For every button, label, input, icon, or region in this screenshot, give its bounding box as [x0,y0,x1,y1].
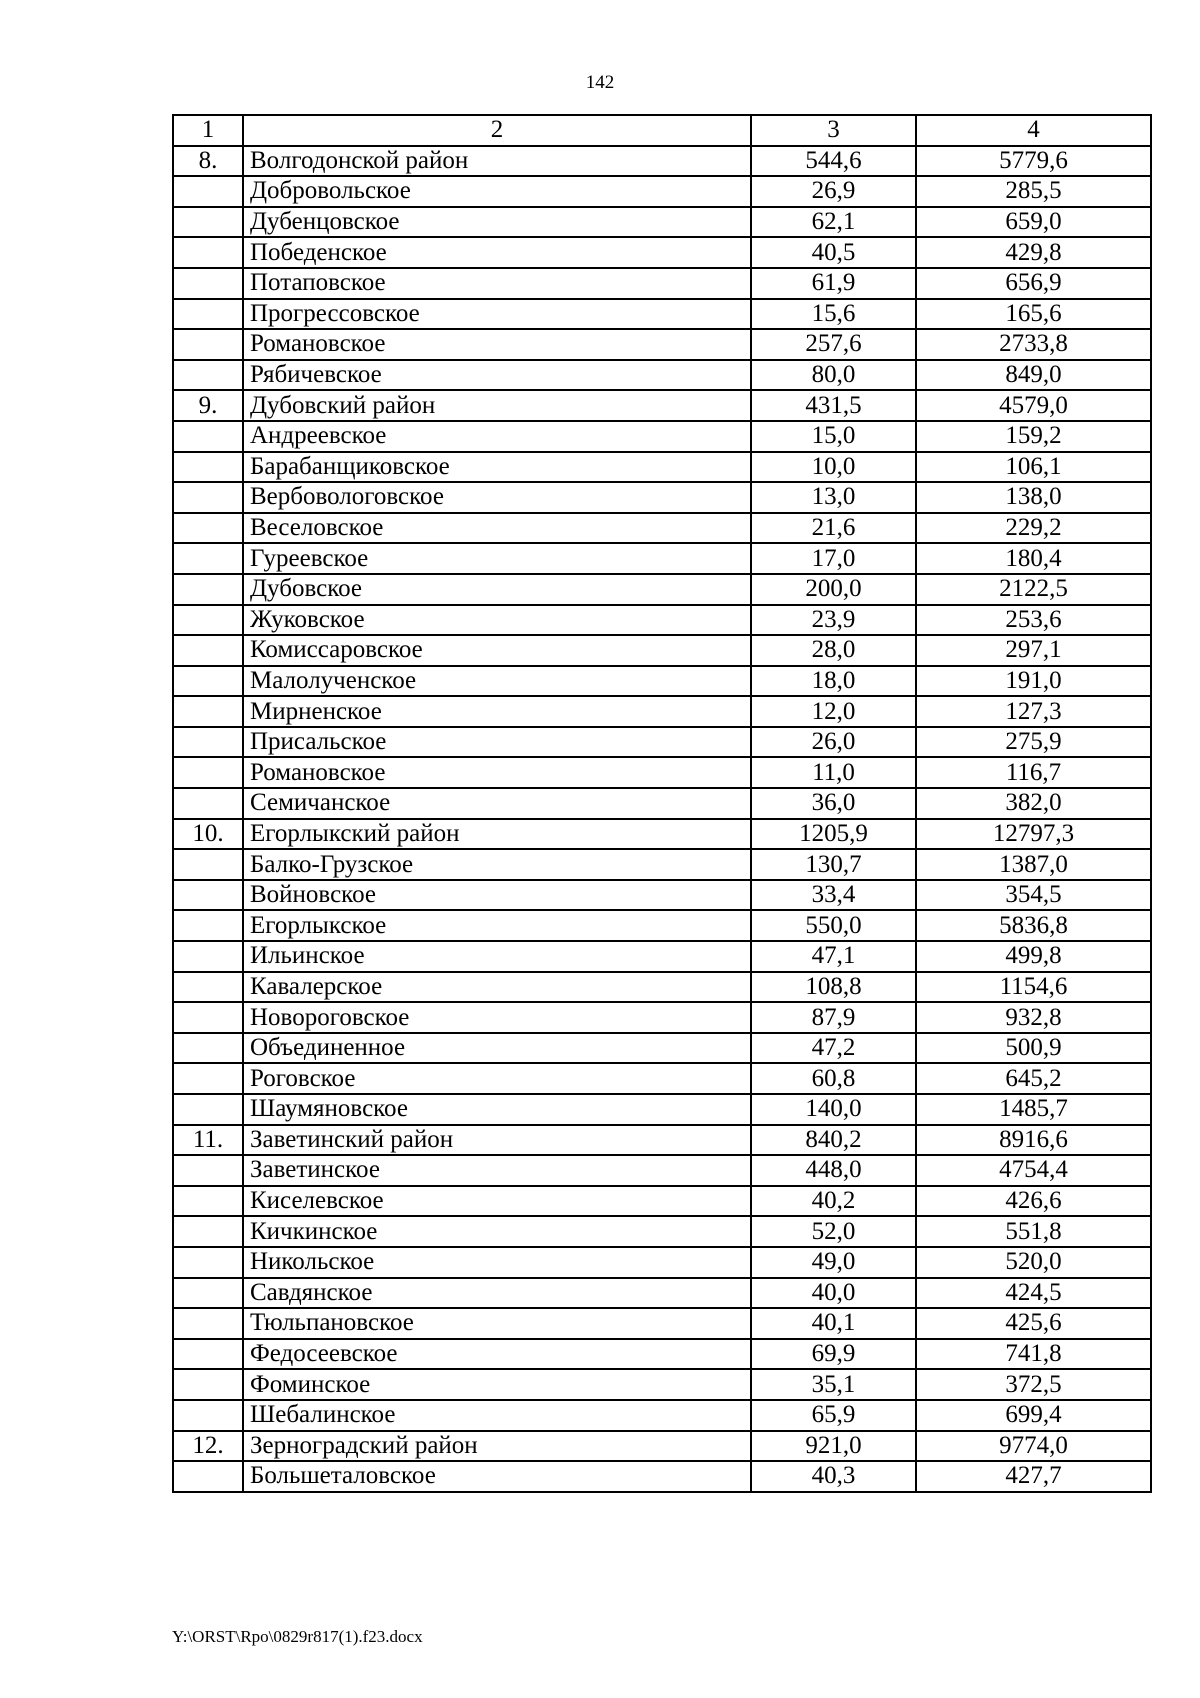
column-3-value-cell: 40,2 [751,1186,916,1217]
row-number-cell [173,1308,243,1339]
table-row [173,329,1151,360]
district-name-cell: Присальское [243,727,751,758]
table-row [173,880,1151,911]
column-4-value-cell: 165,6 [916,299,1151,330]
row-number-cell [173,1002,243,1033]
table-row [173,1155,1151,1186]
district-name-cell: Кичкинское [243,1216,751,1247]
column-4-value-cell: 424,5 [916,1278,1151,1309]
district-name-cell: Малолученское [243,666,751,697]
column-4-value-cell: 932,8 [916,1002,1151,1033]
column-4-value-cell: 285,5 [916,176,1151,207]
row-number-cell [173,635,243,666]
district-name-cell: Объединенное [243,1033,751,1064]
table-row [173,605,1151,636]
column-4-value-cell: 1387,0 [916,849,1151,880]
district-name-cell: Балко-Грузское [243,849,751,880]
table-row [173,1431,1151,1462]
column-4-value-cell: 372,5 [916,1369,1151,1400]
district-name-cell: Новороговское [243,1002,751,1033]
district-name-cell: Фоминское [243,1369,751,1400]
column-4-value-cell: 354,5 [916,880,1151,911]
row-number-cell [173,176,243,207]
table-row [173,635,1151,666]
header-cell-2: 2 [243,115,751,146]
row-number-cell [173,757,243,788]
table-row [173,237,1151,268]
column-4-value-cell: 849,0 [916,360,1151,391]
district-name-cell: Егорлыкский район [243,819,751,850]
table-row [173,1308,1151,1339]
row-number-cell [173,1033,243,1064]
row-number-cell [173,482,243,513]
table-row [173,1339,1151,1370]
table-row [173,1461,1151,1492]
row-number-cell [173,1278,243,1309]
column-3-value-cell: 40,3 [751,1461,916,1492]
column-4-value-cell: 382,0 [916,788,1151,819]
table-row [173,482,1151,513]
column-3-value-cell: 13,0 [751,482,916,513]
column-4-value-cell: 106,1 [916,452,1151,483]
column-4-value-cell: 500,9 [916,1033,1151,1064]
column-4-value-cell: 499,8 [916,941,1151,972]
table-row [173,1216,1151,1247]
district-name-cell: Дубовский район [243,390,751,421]
column-3-value-cell: 36,0 [751,788,916,819]
row-number-cell [173,329,243,360]
row-number-cell [173,1339,243,1370]
column-4-value-cell: 659,0 [916,207,1151,238]
table-row [173,1002,1151,1033]
table-row [173,268,1151,299]
column-4-value-cell: 5779,6 [916,146,1151,177]
column-3-value-cell: 11,0 [751,757,916,788]
table-row [173,788,1151,819]
column-3-value-cell: 550,0 [751,910,916,941]
table-row [173,727,1151,758]
table-body [173,115,1151,1492]
district-name-cell: Комиссаровское [243,635,751,666]
table-row [173,1063,1151,1094]
column-4-value-cell: 4754,4 [916,1155,1151,1186]
column-3-value-cell: 544,6 [751,146,916,177]
row-number-cell [173,666,243,697]
row-number-cell [173,452,243,483]
district-name-cell: Волгодонской район [243,146,751,177]
column-3-value-cell: 108,8 [751,972,916,1003]
column-3-value-cell: 60,8 [751,1063,916,1094]
column-4-value-cell: 159,2 [916,421,1151,452]
table-row [173,757,1151,788]
row-number-cell [173,1094,243,1125]
district-name-cell: Киселевское [243,1186,751,1217]
column-4-value-cell: 229,2 [916,513,1151,544]
district-name-cell: Роговское [243,1063,751,1094]
table-row [173,1186,1151,1217]
column-4-value-cell: 275,9 [916,727,1151,758]
district-name-cell: Никольское [243,1247,751,1278]
district-name-cell: Романовское [243,757,751,788]
row-number-cell: 12. [173,1431,243,1462]
row-number-cell [173,788,243,819]
district-name-cell: Тюльпановское [243,1308,751,1339]
district-name-cell: Мирненское [243,696,751,727]
column-3-value-cell: 18,0 [751,666,916,697]
row-number-cell [173,1216,243,1247]
column-3-value-cell: 200,0 [751,574,916,605]
table-row [173,1400,1151,1431]
table-row [173,299,1151,330]
column-3-value-cell: 448,0 [751,1155,916,1186]
column-4-value-cell: 425,6 [916,1308,1151,1339]
row-number-cell [173,972,243,1003]
row-number-cell: 9. [173,390,243,421]
row-number-cell [173,849,243,880]
district-name-cell: Дубенцовское [243,207,751,238]
row-number-cell: 8. [173,146,243,177]
column-4-value-cell: 1154,6 [916,972,1151,1003]
column-3-value-cell: 40,1 [751,1308,916,1339]
column-3-value-cell: 921,0 [751,1431,916,1462]
table-row [173,574,1151,605]
district-name-cell: Войновское [243,880,751,911]
column-3-value-cell: 40,0 [751,1278,916,1309]
table-row [173,910,1151,941]
table-row [173,513,1151,544]
district-name-cell: Семичанское [243,788,751,819]
column-3-value-cell: 40,5 [751,237,916,268]
column-3-value-cell: 17,0 [751,543,916,574]
column-3-value-cell: 87,9 [751,1002,916,1033]
row-number-cell [173,880,243,911]
table-row [173,1278,1151,1309]
district-name-cell: Победенское [243,237,751,268]
district-name-cell: Ильинское [243,941,751,972]
district-name-cell: Барабанщиковское [243,452,751,483]
column-4-value-cell: 138,0 [916,482,1151,513]
district-name-cell: Веселовское [243,513,751,544]
row-number-cell [173,1063,243,1094]
column-4-value-cell: 12797,3 [916,819,1151,850]
district-name-cell: Заветинский район [243,1125,751,1156]
district-name-cell: Андреевское [243,421,751,452]
column-3-value-cell: 840,2 [751,1125,916,1156]
column-3-value-cell: 140,0 [751,1094,916,1125]
table-row [173,421,1151,452]
row-number-cell [173,360,243,391]
column-3-value-cell: 1205,9 [751,819,916,850]
row-number-cell [173,1400,243,1431]
column-3-value-cell: 15,6 [751,299,916,330]
district-name-cell: Кавалерское [243,972,751,1003]
table-row [173,360,1151,391]
row-number-cell [173,696,243,727]
column-4-value-cell: 699,4 [916,1400,1151,1431]
column-3-value-cell: 23,9 [751,605,916,636]
column-3-value-cell: 69,9 [751,1339,916,1370]
header-cell-3: 3 [751,115,916,146]
column-3-value-cell: 62,1 [751,207,916,238]
table-row [173,1247,1151,1278]
table-row [173,1125,1151,1156]
column-3-value-cell: 12,0 [751,696,916,727]
header-cell-1: 1 [173,115,243,146]
table-row [173,972,1151,1003]
column-4-value-cell: 8916,6 [916,1125,1151,1156]
column-4-value-cell: 2122,5 [916,574,1151,605]
row-number-cell [173,1461,243,1492]
column-4-value-cell: 5836,8 [916,910,1151,941]
district-name-cell: Егорлыкское [243,910,751,941]
district-name-cell: Дубовское [243,574,751,605]
column-3-value-cell: 47,1 [751,941,916,972]
column-4-value-cell: 741,8 [916,1339,1151,1370]
column-4-value-cell: 645,2 [916,1063,1151,1094]
table-row [173,390,1151,421]
table-row [173,1369,1151,1400]
column-3-value-cell: 28,0 [751,635,916,666]
column-3-value-cell: 10,0 [751,452,916,483]
row-number-cell [173,237,243,268]
district-name-cell: Савдянское [243,1278,751,1309]
page-number: 142 [585,72,615,93]
header-cell-4: 4 [916,115,1151,146]
row-number-cell: 10. [173,819,243,850]
column-3-value-cell: 61,9 [751,268,916,299]
row-number-cell [173,268,243,299]
district-name-cell: Романовское [243,329,751,360]
footer-file-path: Y:\ORST\Rpo\0829r817(1).f23.docx [172,1627,423,1646]
row-number-cell [173,941,243,972]
column-4-value-cell: 1485,7 [916,1094,1151,1125]
column-4-value-cell: 127,3 [916,696,1151,727]
district-name-cell: Зерноградский район [243,1431,751,1462]
row-number-cell [173,299,243,330]
column-3-value-cell: 257,6 [751,329,916,360]
column-4-value-cell: 520,0 [916,1247,1151,1278]
column-3-value-cell: 130,7 [751,849,916,880]
district-name-cell: Рябичевское [243,360,751,391]
column-4-value-cell: 426,6 [916,1186,1151,1217]
column-4-value-cell: 9774,0 [916,1431,1151,1462]
district-name-cell: Шаумяновское [243,1094,751,1125]
row-number-cell [173,1369,243,1400]
column-3-value-cell: 431,5 [751,390,916,421]
column-3-value-cell: 26,0 [751,727,916,758]
district-name-cell: Большеталовское [243,1461,751,1492]
column-3-value-cell: 21,6 [751,513,916,544]
row-number-cell [173,574,243,605]
table-row [173,452,1151,483]
column-4-value-cell: 656,9 [916,268,1151,299]
column-3-value-cell: 35,1 [751,1369,916,1400]
column-4-value-cell: 297,1 [916,635,1151,666]
column-3-value-cell: 33,4 [751,880,916,911]
table-row [173,543,1151,574]
row-number-cell [173,543,243,574]
table-header-row [173,115,1151,146]
row-number-cell [173,1186,243,1217]
table-row [173,207,1151,238]
row-number-cell [173,1247,243,1278]
row-number-cell: 11. [173,1125,243,1156]
column-4-value-cell: 2733,8 [916,329,1151,360]
row-number-cell [173,207,243,238]
district-name-cell: Шебалинское [243,1400,751,1431]
table-row [173,146,1151,177]
table-row [173,849,1151,880]
table-row [173,666,1151,697]
row-number-cell [173,513,243,544]
district-name-cell: Федосеевское [243,1339,751,1370]
column-3-value-cell: 80,0 [751,360,916,391]
column-4-value-cell: 429,8 [916,237,1151,268]
column-3-value-cell: 49,0 [751,1247,916,1278]
data-table [172,114,1152,1493]
column-4-value-cell: 253,6 [916,605,1151,636]
district-name-cell: Жуковское [243,605,751,636]
row-number-cell [173,421,243,452]
column-3-value-cell: 15,0 [751,421,916,452]
row-number-cell [173,910,243,941]
district-name-cell: Добровольское [243,176,751,207]
row-number-cell [173,605,243,636]
column-3-value-cell: 26,9 [751,176,916,207]
table-row [173,819,1151,850]
table-row [173,1033,1151,1064]
row-number-cell [173,727,243,758]
row-number-cell [173,1155,243,1186]
table-row [173,1094,1151,1125]
column-4-value-cell: 551,8 [916,1216,1151,1247]
district-name-cell: Потаповское [243,268,751,299]
column-4-value-cell: 180,4 [916,543,1151,574]
column-3-value-cell: 65,9 [751,1400,916,1431]
district-name-cell: Заветинское [243,1155,751,1186]
district-name-cell: Гуреевское [243,543,751,574]
table-row [173,941,1151,972]
district-name-cell: Прогрессовское [243,299,751,330]
table-row [173,176,1151,207]
district-name-cell: Вербовологовское [243,482,751,513]
column-4-value-cell: 4579,0 [916,390,1151,421]
table-row [173,696,1151,727]
column-4-value-cell: 191,0 [916,666,1151,697]
column-4-value-cell: 116,7 [916,757,1151,788]
column-3-value-cell: 52,0 [751,1216,916,1247]
column-3-value-cell: 47,2 [751,1033,916,1064]
column-4-value-cell: 427,7 [916,1461,1151,1492]
